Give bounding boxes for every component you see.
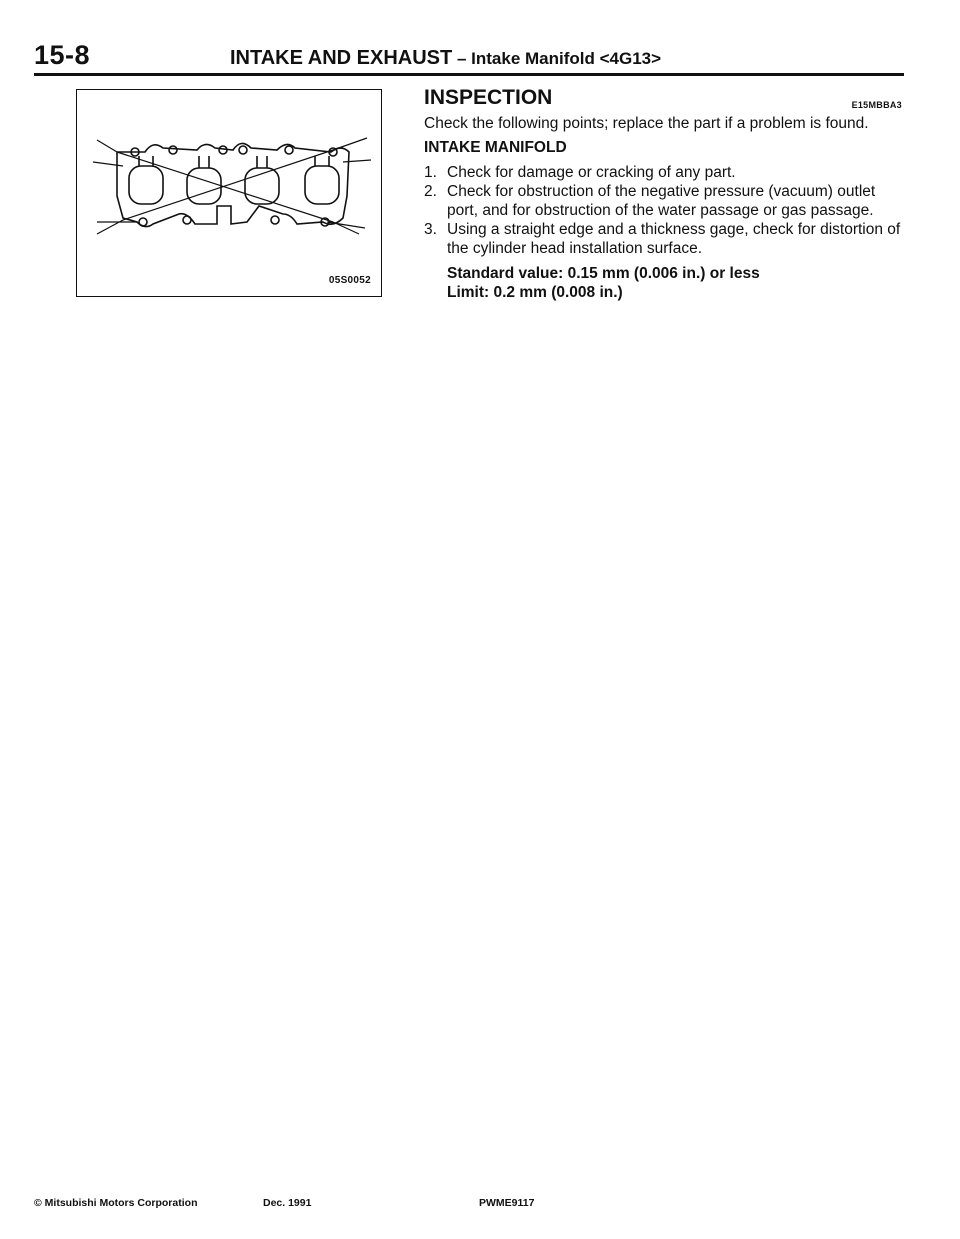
header-dash: – (452, 49, 472, 68)
header-title (230, 47, 661, 70)
limit-value: Limit: 0.2 mm (0.008 in.) (447, 284, 623, 301)
section-title: INSPECTION (424, 86, 553, 109)
list-item-number: 1. (424, 164, 437, 181)
section-header (424, 84, 908, 112)
footer-copyright: © Mitsubishi Motors Corporation (34, 1197, 198, 1209)
intake-manifold-figure (76, 89, 382, 297)
header-subtitle: Intake Manifold <4G13> (471, 49, 662, 68)
page-number: 15-8 (34, 40, 91, 70)
bolt-hole (285, 146, 293, 154)
port-1 (129, 166, 163, 204)
footer-doc-code: PWME9117 (479, 1197, 535, 1209)
bolt-hole (183, 216, 191, 224)
list-item (424, 182, 908, 220)
bolt-hole (139, 218, 147, 226)
list-item (424, 163, 908, 182)
bolt-hole (271, 216, 279, 224)
header-section-title: INTAKE AND EXHAUST (230, 47, 453, 69)
intake-manifold-subtitle: INTAKE MANIFOLD (424, 139, 567, 156)
bolt-hole (169, 146, 177, 154)
spec-block (424, 264, 908, 302)
inspection-section (424, 84, 908, 302)
list-item-text: Check for damage or cracking of any part. (447, 164, 736, 181)
manifold-gasket-drawing (83, 110, 377, 270)
standard-value: Standard value: 0.15 mm (0.006 in.) or less (447, 265, 760, 282)
list-item-text: Using a straight edge and a thickness gage, check for distortion of the cylinder head installation surface. (447, 221, 901, 257)
list-item-number: 2. (424, 183, 437, 200)
section-code: E15MBBA3 (851, 100, 902, 110)
list-item (424, 220, 908, 258)
intro-text: Check the following points; replace the part if a problem is found. (424, 115, 869, 132)
footer-date: Dec. 1991 (263, 1197, 312, 1209)
port-2 (187, 168, 221, 204)
port-4 (305, 166, 339, 204)
bolt-hole (239, 146, 247, 154)
check-list (424, 163, 908, 258)
list-item-text: Check for obstruction of the negative pressure (vacuum) outlet port, and for obstruction of the water passage or gas passage. (447, 183, 876, 219)
header-rule (34, 73, 904, 76)
list-item-number: 3. (424, 221, 437, 238)
page-header (34, 30, 904, 76)
figure-code: 05S0052 (328, 275, 371, 286)
